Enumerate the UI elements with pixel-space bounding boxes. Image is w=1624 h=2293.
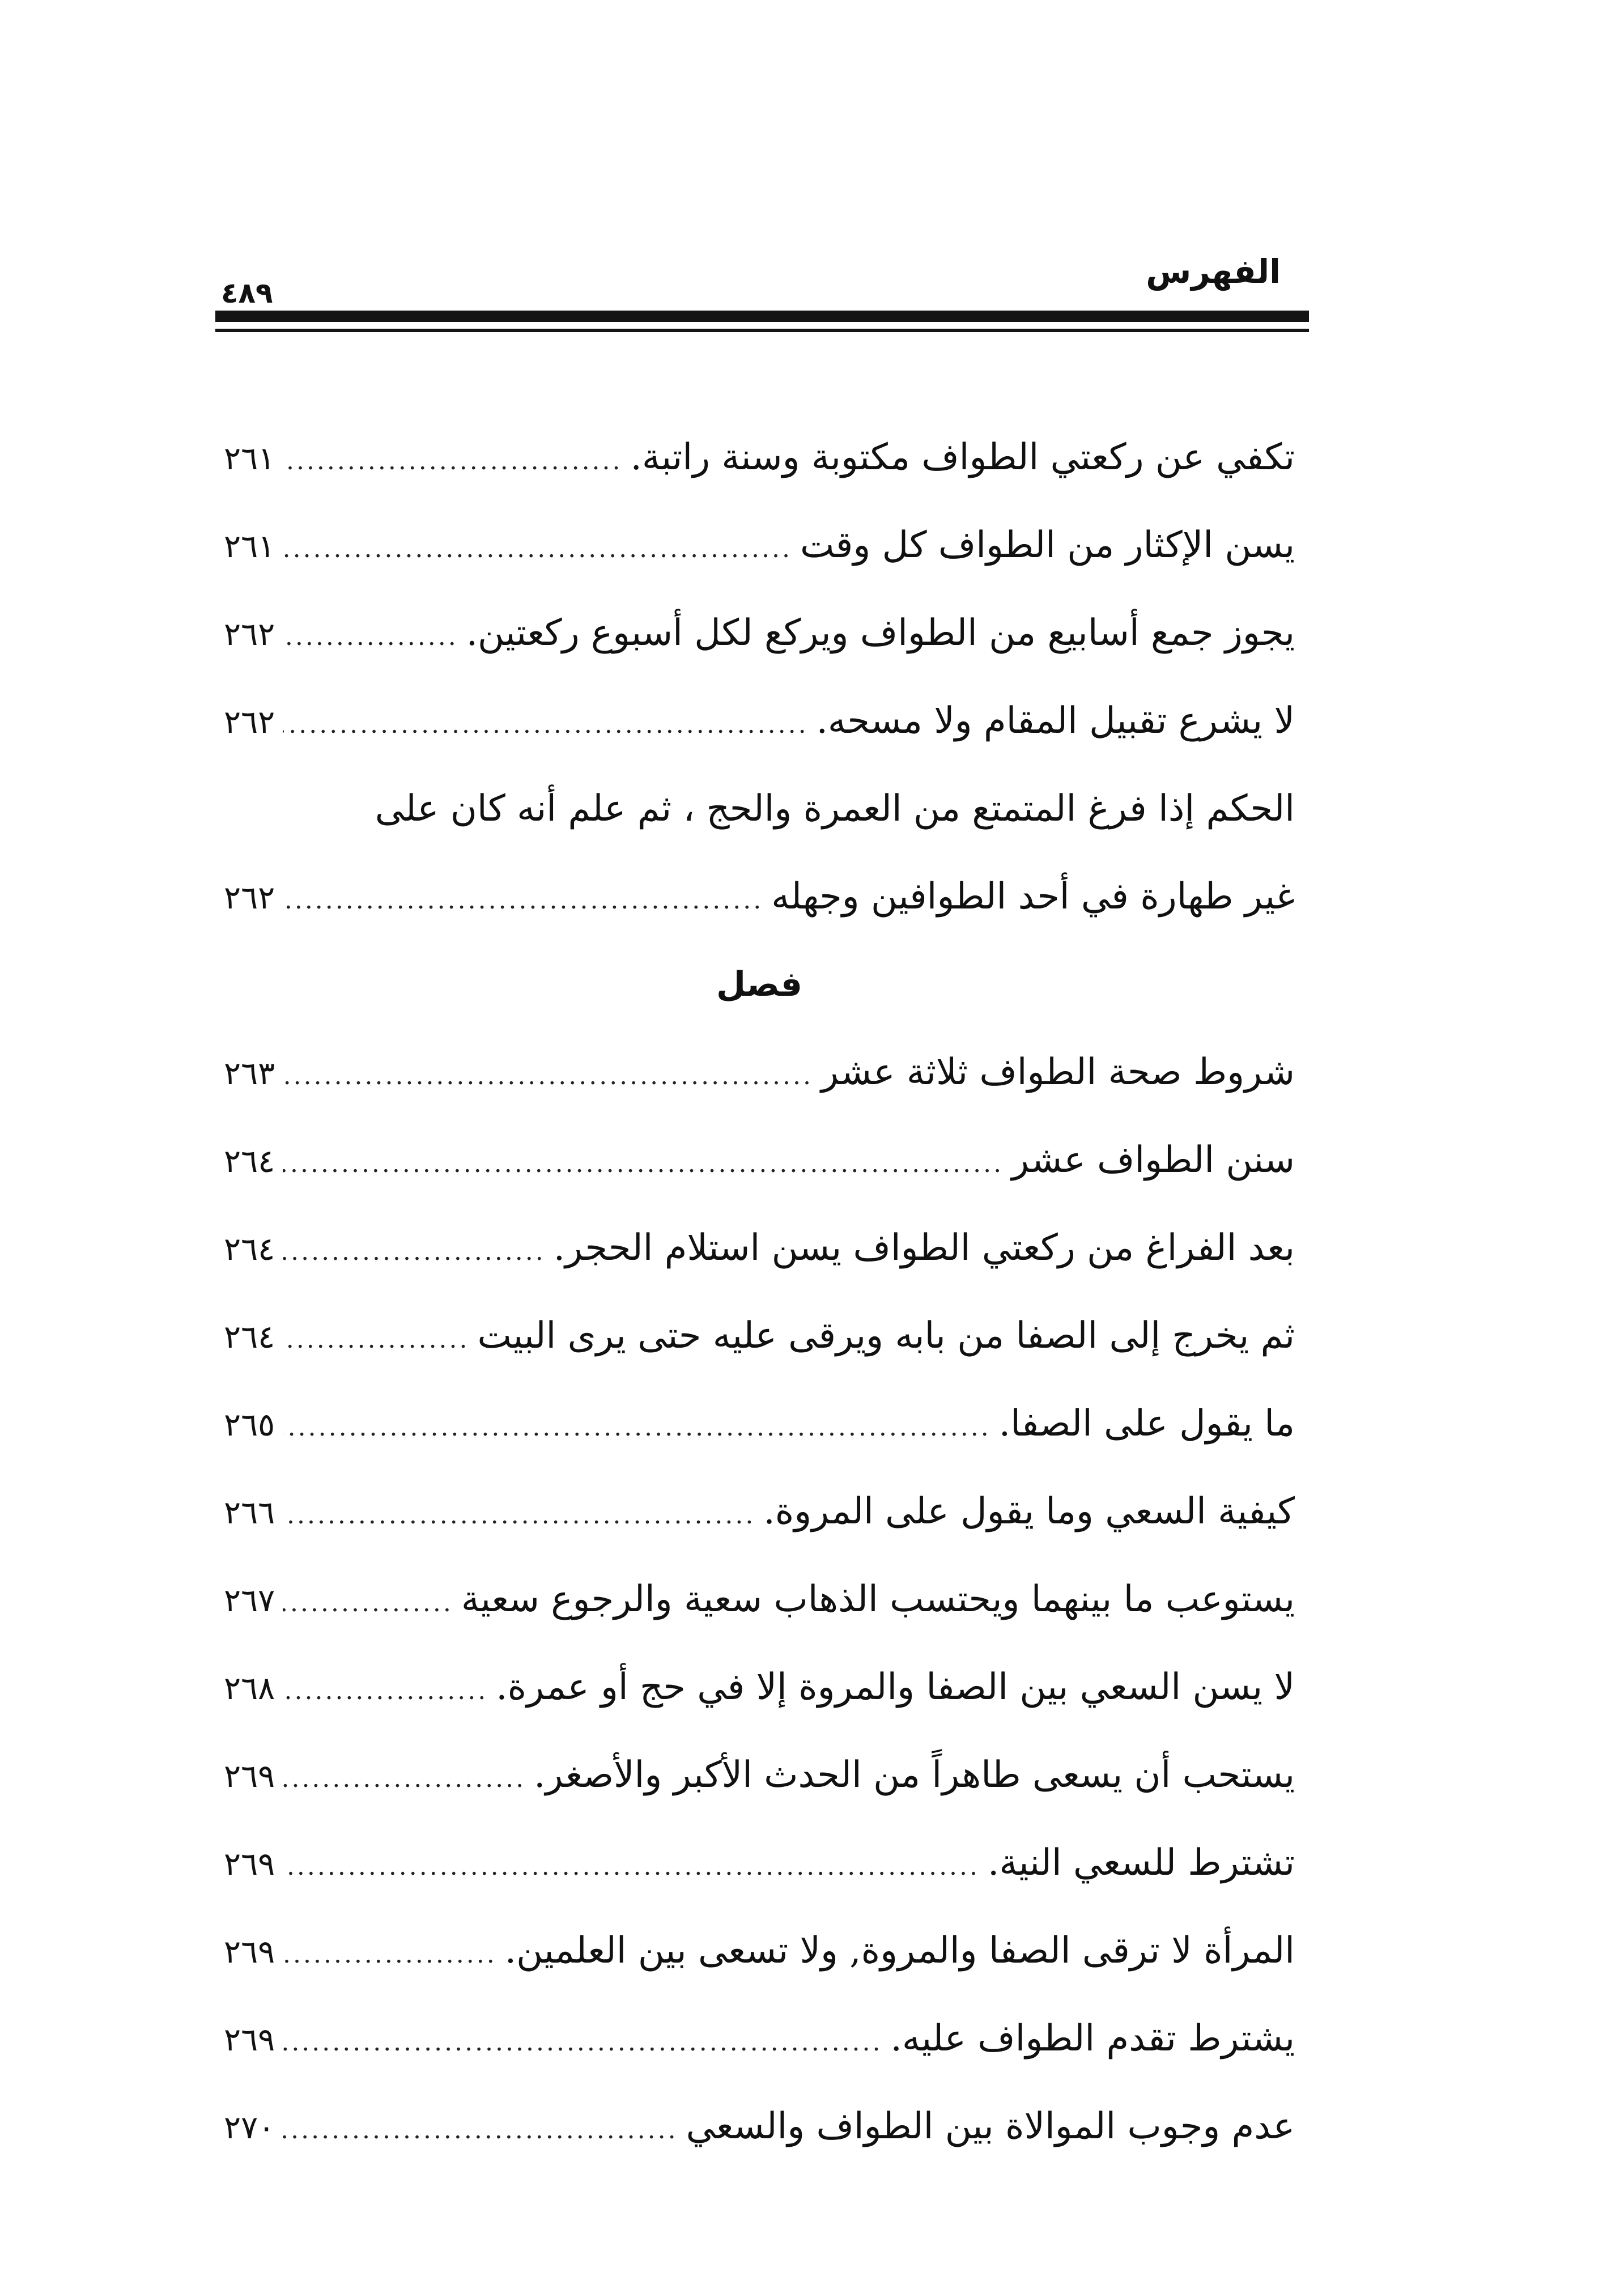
- dot-leader: [283, 1471, 755, 1559]
- entry-title-first-line: الحكم إذا فرغ المتمتع من العمرة والحج ، ثم علم أنه كان على: [375, 788, 1295, 830]
- index-entry: [224, 1644, 1295, 1731]
- entry-title: بعد الفراغ من ركعتي الطواف يسن استلام الحجر.: [553, 1227, 1295, 1269]
- dot-leader: [283, 1032, 813, 1120]
- index-entry: [224, 2083, 1295, 2171]
- entry-title: لا يسن السعي بين الصفا والمروة إلا في حج أو عمرة.: [496, 1666, 1295, 1708]
- page-number: ٤٨٩: [221, 277, 273, 309]
- entry-page-number: ٢٦٩: [224, 1758, 275, 1795]
- index-entry: [224, 1995, 1295, 2083]
- index-entry: [224, 1731, 1295, 1819]
- header-rule-thick: [215, 311, 1309, 322]
- entry-page-number: ٢٦٨: [224, 1670, 275, 1707]
- running-header: [215, 244, 1309, 334]
- index-entry: [224, 677, 1295, 765]
- entry-page-number: ٢٦٣: [224, 1055, 275, 1092]
- entry-title: تكفي عن ركعتي الطواف مكتوبة وسنة راتبة.: [630, 436, 1295, 478]
- index-list: [224, 414, 1295, 2171]
- index-entry: [224, 414, 1295, 502]
- dot-leader: [283, 505, 792, 593]
- entry-page-number: ٢٦١: [224, 528, 275, 565]
- entry-title: لا يشرع تقبيل المقام ولا مسحه.: [816, 700, 1295, 742]
- entry-page-number: ٢٦٦: [224, 1494, 275, 1531]
- entry-page-number: ٢٧٠: [224, 2109, 275, 2146]
- entry-title: ما يقول على الصفا.: [998, 1403, 1295, 1445]
- index-entry: [224, 853, 1295, 941]
- index-entry: [224, 1116, 1295, 1204]
- entry-page-number: ٢٦٢: [224, 880, 275, 916]
- index-entry: [224, 1556, 1295, 1644]
- entry-title: يشترط تقدم الطواف عليه.: [890, 2018, 1295, 2060]
- dot-leader: [283, 1823, 980, 1910]
- entry-page-number: ٢٦٧: [224, 1582, 275, 1619]
- entry-page-number: ٢٦٤: [224, 1143, 275, 1180]
- entry-page-number: ٢٦٩: [224, 2022, 275, 2058]
- index-entry: [224, 1292, 1295, 1380]
- dot-leader: [283, 681, 808, 768]
- entry-page-number: ٢٦٢: [224, 616, 275, 653]
- entry-title: المرأة لا ترقى الصفا والمروة, ولا تسعى بين العلمين.: [504, 1930, 1295, 1972]
- header-rule-thin: [215, 329, 1309, 332]
- dot-leader: [283, 1296, 469, 1383]
- entry-page-number: ٢٦٤: [224, 1231, 275, 1268]
- entry-page-number: ٢٦٤: [224, 1319, 275, 1356]
- dot-leader: [283, 1559, 453, 1647]
- dot-leader: [283, 1910, 497, 1998]
- dot-leader: [283, 1647, 488, 1735]
- entry-title: سنن الطواف عشر: [1011, 1139, 1295, 1181]
- section-heading: فصل: [716, 965, 802, 1004]
- index-entry: [224, 1029, 1295, 1116]
- entry-title: ثم يخرج إلى الصفا من بابه ويرقى عليه حتى يرى البيت: [477, 1315, 1295, 1357]
- entry-title: يستوعب ما بينهما ويحتسب الذهاب سعية والرجوع سعية: [461, 1578, 1295, 1620]
- entry-title: تشترط للسعي النية.: [988, 1842, 1295, 1884]
- header-title: الفهرس: [1146, 252, 1281, 291]
- index-entry: [224, 1819, 1295, 1907]
- dot-leader: [283, 1208, 546, 1296]
- dot-leader: [283, 593, 458, 681]
- dot-leader: [283, 1120, 1004, 1208]
- entry-page-number: ٢٦٩: [224, 1934, 275, 1971]
- entry-title: يجوز جمع أسابيع من الطواف ويركع لكل أسبوع ركعتين.: [466, 612, 1295, 654]
- index-entry: [224, 1380, 1295, 1468]
- entry-title: شروط صحة الطواف ثلاثة عشر: [820, 1051, 1295, 1093]
- index-entry: [224, 589, 1295, 677]
- index-entry: [224, 502, 1295, 589]
- entry-title: يستحب أن يسعى طاهراً من الحدث الأكبر والأصغر.: [534, 1754, 1295, 1796]
- entry-title: كيفية السعي وما يقول على المروة.: [763, 1491, 1295, 1532]
- dot-leader: [283, 1383, 990, 1471]
- entry-title: عدم وجوب الموالاة بين الطواف والسعي: [686, 2105, 1295, 2147]
- entry-page-number: ٢٦٥: [224, 1407, 275, 1443]
- dot-leader: [283, 1998, 882, 2086]
- dot-leader: [283, 1735, 526, 1823]
- index-entry: [224, 1468, 1295, 1556]
- entry-page-number: ٢٦١: [224, 440, 275, 477]
- dot-leader: [283, 2086, 678, 2174]
- entry-page-number: ٢٦٢: [224, 704, 275, 741]
- index-entry: [224, 1907, 1295, 1995]
- entry-page-number: ٢٦٩: [224, 1846, 275, 1883]
- entry-title: غير طهارة في أحد الطوافين وجهله: [771, 876, 1295, 918]
- dot-leader: [283, 856, 763, 944]
- index-entry: [224, 1204, 1295, 1292]
- entry-title: يسن الإكثار من الطواف كل وقت: [800, 524, 1295, 566]
- dot-leader: [283, 417, 622, 505]
